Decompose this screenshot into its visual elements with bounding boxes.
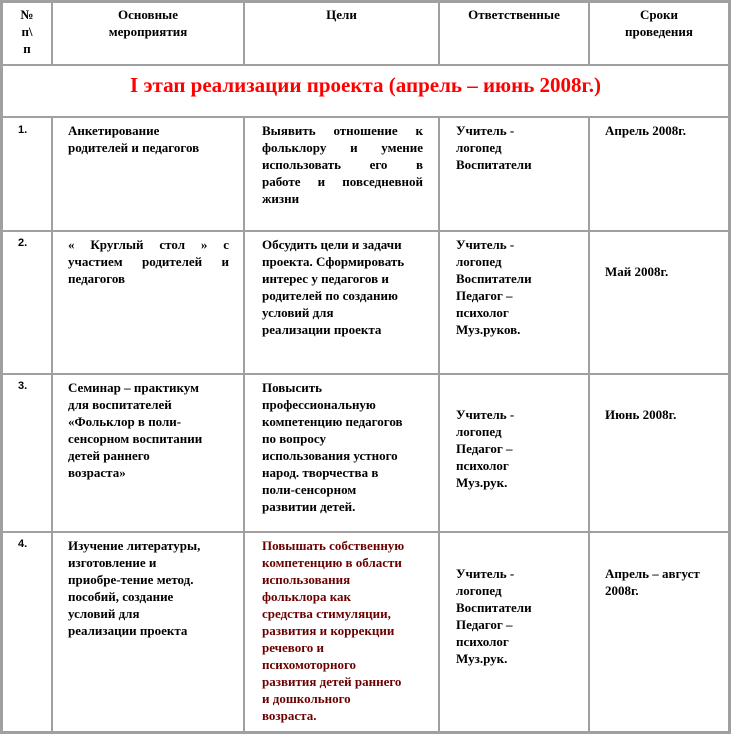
goal-line: народ. творчества в xyxy=(262,465,379,480)
row-event xyxy=(68,379,238,481)
event-line: Анкетирование xyxy=(68,123,160,138)
goal-line: речевого и xyxy=(262,640,325,655)
responsible-line: Учитель - xyxy=(456,407,515,422)
date-line: Апрель – август xyxy=(605,566,700,581)
goal-line: использования устного xyxy=(262,448,398,463)
row-date xyxy=(605,263,727,280)
header-dates-line: проведения xyxy=(625,24,693,39)
event-line: реализации проекта xyxy=(68,623,188,638)
goal-line: психомоторного xyxy=(262,657,357,672)
responsible-line: логопед xyxy=(456,140,502,155)
responsible-line: Педагог – xyxy=(456,617,513,632)
row-number: 4. xyxy=(18,538,28,550)
header-events xyxy=(53,6,243,40)
header-num xyxy=(3,6,51,57)
header-responsible-line: Ответственные xyxy=(468,7,560,22)
goal-line: Выявить отношение к xyxy=(262,123,423,138)
responsible-line: Муз.руков. xyxy=(456,322,521,337)
responsible-line: Муз.рук. xyxy=(456,475,508,490)
responsible-line: Воспитатели xyxy=(456,157,532,172)
goal-line: фольклора как xyxy=(262,589,352,604)
goal-line: возраста. xyxy=(262,708,317,723)
header-dates xyxy=(590,6,728,40)
row-event xyxy=(68,122,238,156)
header-responsible xyxy=(440,6,588,23)
event-line: Семинар – практикум xyxy=(68,380,199,395)
goal-line: использовать его в xyxy=(262,157,423,172)
row-divider xyxy=(0,116,731,118)
goal-line: реализации проекта xyxy=(262,322,382,337)
event-line: детей раннего xyxy=(68,448,150,463)
responsible-line: Воспитатели xyxy=(456,271,532,286)
column-divider xyxy=(438,117,440,734)
responsible-line: логопед xyxy=(456,254,502,269)
header-events-line: мероприятия xyxy=(108,24,188,39)
row-event xyxy=(68,537,238,639)
event-line: пособий, создание xyxy=(68,589,174,604)
row-number: 2. xyxy=(18,237,28,249)
row-date xyxy=(605,122,727,139)
goal-line: поли-сенсорном xyxy=(262,482,357,497)
goal-line: профессиональную xyxy=(262,397,376,412)
header-num-line: № xyxy=(20,7,34,22)
row-divider xyxy=(0,64,731,66)
row-divider xyxy=(0,230,731,232)
date-line: Май 2008г. xyxy=(605,264,669,279)
goal-line: интерес у педагогов и xyxy=(262,271,389,286)
header-goals-line: Цели xyxy=(326,7,357,22)
goal-line: по вопросу xyxy=(262,431,326,446)
event-line: участием родителей и xyxy=(68,254,229,269)
goal-line: работе и повседневной xyxy=(262,174,423,189)
row-event xyxy=(68,236,229,287)
goal-line: развития и коррекции xyxy=(262,623,395,638)
column-divider xyxy=(51,117,53,734)
row-date xyxy=(605,565,727,599)
row-divider xyxy=(0,373,731,375)
row-responsible xyxy=(456,406,586,491)
goal-line: и дошкольного xyxy=(262,691,351,706)
goal-line: Повысить xyxy=(262,380,322,395)
goal-line: Повышать собственную xyxy=(262,538,405,553)
date-line: 2008г. xyxy=(605,583,639,598)
header-events-line: Основные xyxy=(118,7,178,22)
responsible-line: Учитель - xyxy=(456,566,515,581)
goal-line: фольклору и умение xyxy=(262,140,423,155)
goal-line: Обсудить цели и задачи xyxy=(262,237,402,252)
row-divider xyxy=(0,531,731,533)
event-line: изготовление и xyxy=(68,555,157,570)
stage-title: I этап реализации проекта (апрель – июнь 2008г.) xyxy=(130,73,601,97)
date-line: Апрель 2008г. xyxy=(605,123,686,138)
responsible-line: логопед xyxy=(456,583,502,598)
row-date xyxy=(605,406,727,423)
column-divider xyxy=(588,117,590,734)
header-dates-line: Сроки xyxy=(639,7,679,22)
responsible-line: психолог xyxy=(456,634,509,649)
goal-line: родителей по созданию xyxy=(262,288,398,303)
header-num-line: п\ xyxy=(21,24,33,39)
row-goal xyxy=(262,379,434,515)
row-number: 3. xyxy=(18,380,28,392)
responsible-line: Педагог – xyxy=(456,288,513,303)
event-line: «Фольклор в поли- xyxy=(68,414,182,429)
row-responsible xyxy=(456,236,586,338)
row-number: 1. xyxy=(18,124,28,136)
goal-line: условий для xyxy=(262,305,334,320)
header-goals xyxy=(245,6,438,23)
date-line: Июнь 2008г. xyxy=(605,407,677,422)
row-goal xyxy=(262,537,434,724)
column-divider xyxy=(243,117,245,734)
row-goal xyxy=(262,236,432,338)
goal-line: использования xyxy=(262,572,351,587)
goal-line: развитии детей. xyxy=(262,499,356,514)
responsible-line: Педагог – xyxy=(456,441,513,456)
event-line: Изучение литературы, xyxy=(68,538,201,553)
event-line: приобре-тение метод. xyxy=(68,572,194,587)
row-responsible xyxy=(456,122,586,173)
event-line: условий для xyxy=(68,606,140,621)
responsible-line: психолог xyxy=(456,458,509,473)
event-line: родителей и педагогов xyxy=(68,140,200,155)
goal-line: развития детей раннего xyxy=(262,674,402,689)
event-line: сенсорном воспитании xyxy=(68,431,203,446)
responsible-line: логопед xyxy=(456,424,502,439)
event-line: для воспитателей xyxy=(68,397,172,412)
event-line: возраста» xyxy=(68,465,126,480)
responsible-line: Учитель - xyxy=(456,237,515,252)
responsible-line: Учитель - xyxy=(456,123,515,138)
responsible-line: Муз.рук. xyxy=(456,651,508,666)
goal-line: компетенцию педагогов xyxy=(262,414,403,429)
event-line: « Круглый стол » с xyxy=(68,237,229,252)
event-line: педагогов xyxy=(68,271,126,286)
goal-line: компетенцию в области xyxy=(262,555,402,570)
goal-line: средства стимуляции, xyxy=(262,606,391,621)
goal-line: жизни xyxy=(262,191,300,206)
row-goal xyxy=(262,122,423,207)
row-responsible xyxy=(456,565,586,667)
header-num-line: п xyxy=(23,41,31,56)
responsible-line: Воспитатели xyxy=(456,600,532,615)
goal-line: проекта. Сформировать xyxy=(262,254,405,269)
responsible-line: психолог xyxy=(456,305,509,320)
